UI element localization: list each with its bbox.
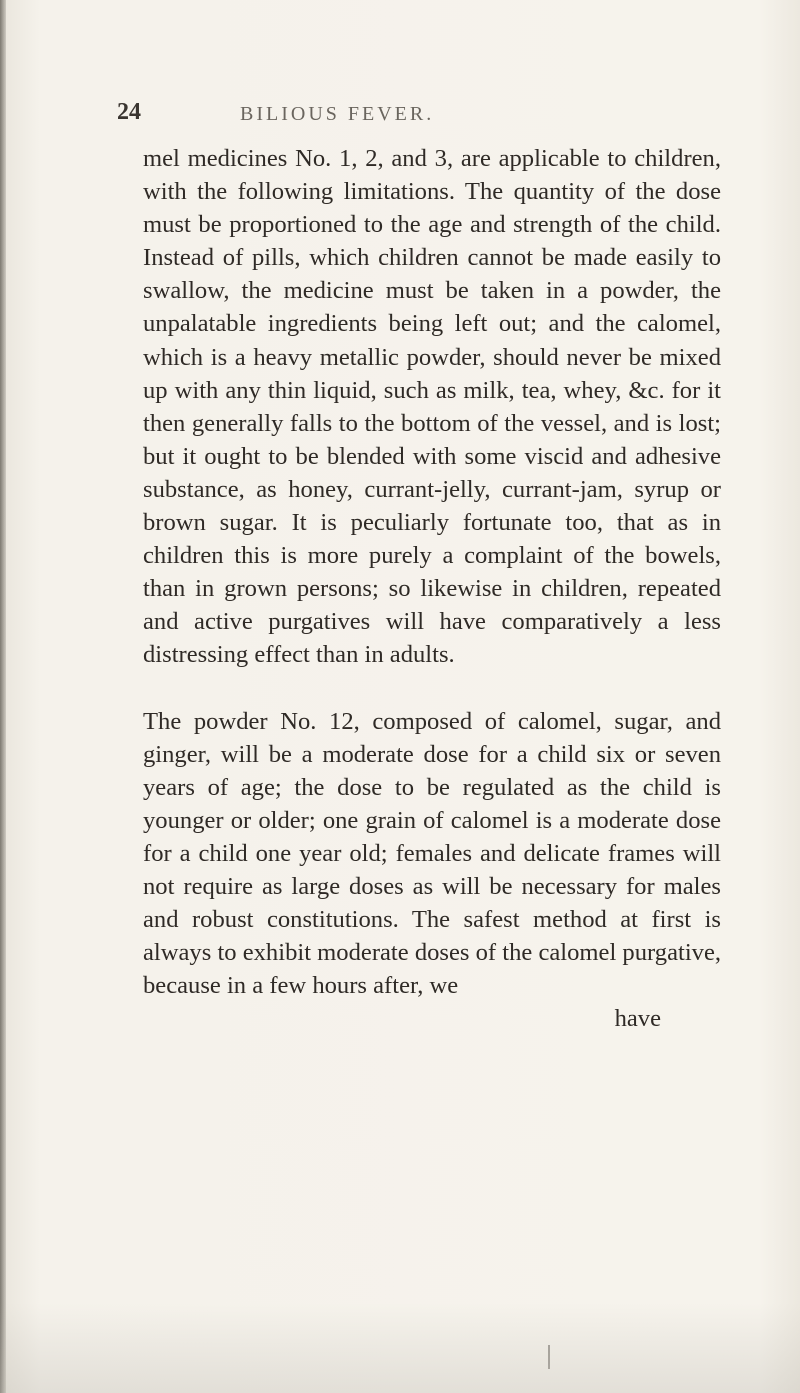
page-binding-edge	[0, 0, 6, 1393]
paragraph-2: The powder No. 12, composed of calomel, sugar, and ginger, will be a moderate dose for a child six or seven years of age; the dose to be regulated as the child is younger or older; one grain of calomel is a moderate dose for a child one year old; females and delicate frames will not require as large doses as will be necessary for males and robust constitutions. The safest method at first is always to exhibit moderate doses of the calomel purgative, because in a few hours after, we	[143, 707, 722, 1000]
running-head: BILIOUS FEVER.	[240, 103, 435, 125]
body-text	[143, 142, 721, 1035]
page-shadow	[0, 1303, 800, 1393]
paragraph-1: mel medicines No. 1, 2, and 3, are applicable to children, with the following limitations. The quantity of the dose must be proportioned to the age and strength of the child. Instead of pills, which children cannot be made easily to swallow, the medicine must be taken in a powder, the unpalatable ingredients being left out; and the calomel, which is a heavy metallic powder, should never be mixed up with any thin liquid, such as milk, tea, whey, &c. for it then generally falls to the bottom of the vessel, and is lost; but it ought to be blended with some viscid and adhesive substance, as honey, currant-jelly, currant-jam, syrup or brown sugar. It is peculiarly fortunate too, that as in children this is more purely a complaint of the bowels, than in grown persons; so likewise in children, repeated and active purgatives will have comparatively a less distressing effect than in adults.	[143, 145, 721, 669]
page-number: 24	[117, 99, 141, 125]
catchword: have	[614, 1005, 661, 1033]
